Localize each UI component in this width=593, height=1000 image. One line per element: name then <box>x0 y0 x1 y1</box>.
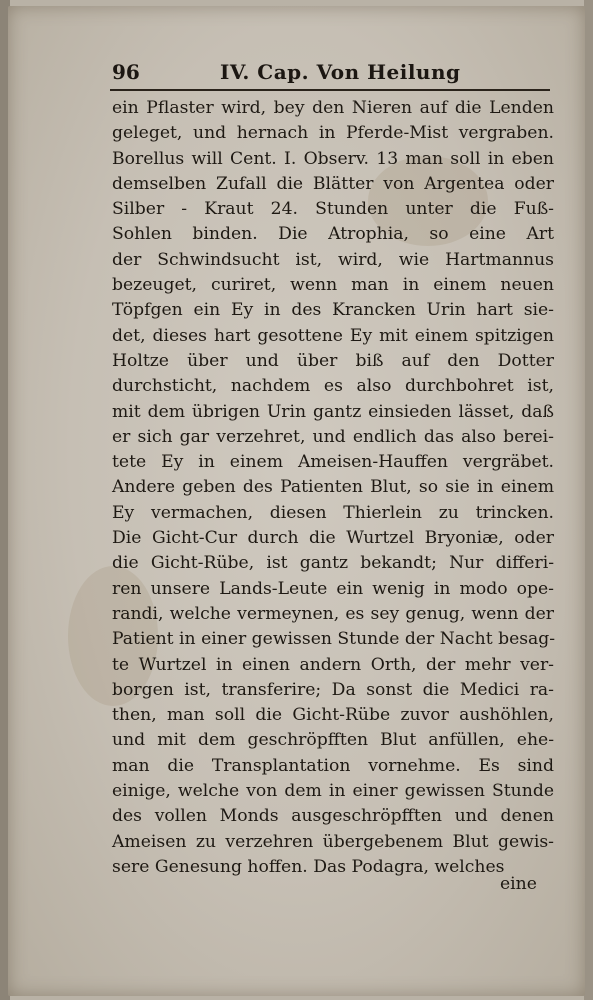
text-line: ein Pflaster wird, bey den Nieren auf die Lenden <box>112 98 554 118</box>
text-line: die Gicht-Rübe, ist gantz bekandt; Nur differi- <box>112 553 554 574</box>
text-line: te Wurtzel in einen andern Orth, der mehr ver- <box>112 654 554 675</box>
text-line: demselben Zufall die Blätter von Argentea oder <box>112 173 554 194</box>
text-line: Holtze über und über biß auf den Dotter <box>112 350 554 371</box>
text-line: det, dieses hart gesottene Ey mit einem spitzigen <box>112 325 554 346</box>
text-line: der Schwindsucht ist, wird, wie Hartmannus <box>112 249 554 270</box>
text-line: borgen ist, transferire; Da sonst die Medici ra- <box>112 679 554 700</box>
body-text <box>112 96 554 880</box>
text-line: mit dem übrigen Urin gantz einsieden lässet, daß <box>112 401 554 422</box>
page-edge-right <box>584 0 593 1000</box>
text-line: man die Transplantation vornehme. Es sind <box>112 755 554 776</box>
text-line: tete Ey in einem Ameisen-Hauffen vergräbet. <box>112 452 554 473</box>
text-line: then, man soll die Gicht-Rübe zuvor aushöhlen, <box>112 705 554 726</box>
text-line: er sich gar verzehret, und endlich das also berei- <box>112 426 554 447</box>
text-line: und mit dem geschröpfften Blut anfüllen, ehe- <box>112 730 554 751</box>
page-number: 96 <box>112 60 140 84</box>
text-line: Ameisen zu verzehren übergebenem Blut gewis- <box>112 831 554 852</box>
text-line: randi, welche vermeynen, es sey genug, wenn der <box>112 603 554 624</box>
text-line: Silber - Kraut 24. Stunden unter die Fuß- <box>112 199 554 220</box>
text-line: des vollen Monds ausgeschröpfften und denen <box>112 806 554 827</box>
catchword: eine <box>500 874 537 894</box>
running-head <box>110 58 546 88</box>
header-rule <box>110 89 550 91</box>
text-line: Andere geben des Patienten Blut, so sie in einem <box>112 477 554 498</box>
text-line: Borellus will Cent. I. Observ. 13 man soll in eben <box>112 148 554 169</box>
text-line: Ey vermachen, diesen Thierlein zu trincken. <box>112 502 554 523</box>
text-line: Die Gicht-Cur durch die Wurtzel Bryoniæ, oder <box>112 528 554 549</box>
text-line: durchsticht, nachdem es also durchbohret ist, <box>112 376 554 397</box>
text-line: ren unsere Lands-Leute ein wenig in modo ope- <box>112 578 554 599</box>
text-line: Patient in einer gewissen Stunde der Nacht besag- <box>112 629 556 650</box>
text-line: bezeuget, curiret, wenn man in einem neuen <box>112 275 554 296</box>
text-line: einige, welche von dem in einer gewissen Stunde <box>112 781 554 802</box>
chapter-title: IV. Cap. Von Heilung <box>220 60 461 84</box>
text-line: sere Genesung hoffen. Das Podagra, welches <box>112 856 505 877</box>
text-line: geleget, und hernach in Pferde-Mist vergraben. <box>112 123 554 144</box>
text-line: Sohlen binden. Die Atrophia, so eine Art <box>112 224 554 245</box>
text-line: Töpfgen ein Ey in des Krancken Urin hart sie- <box>112 300 554 321</box>
